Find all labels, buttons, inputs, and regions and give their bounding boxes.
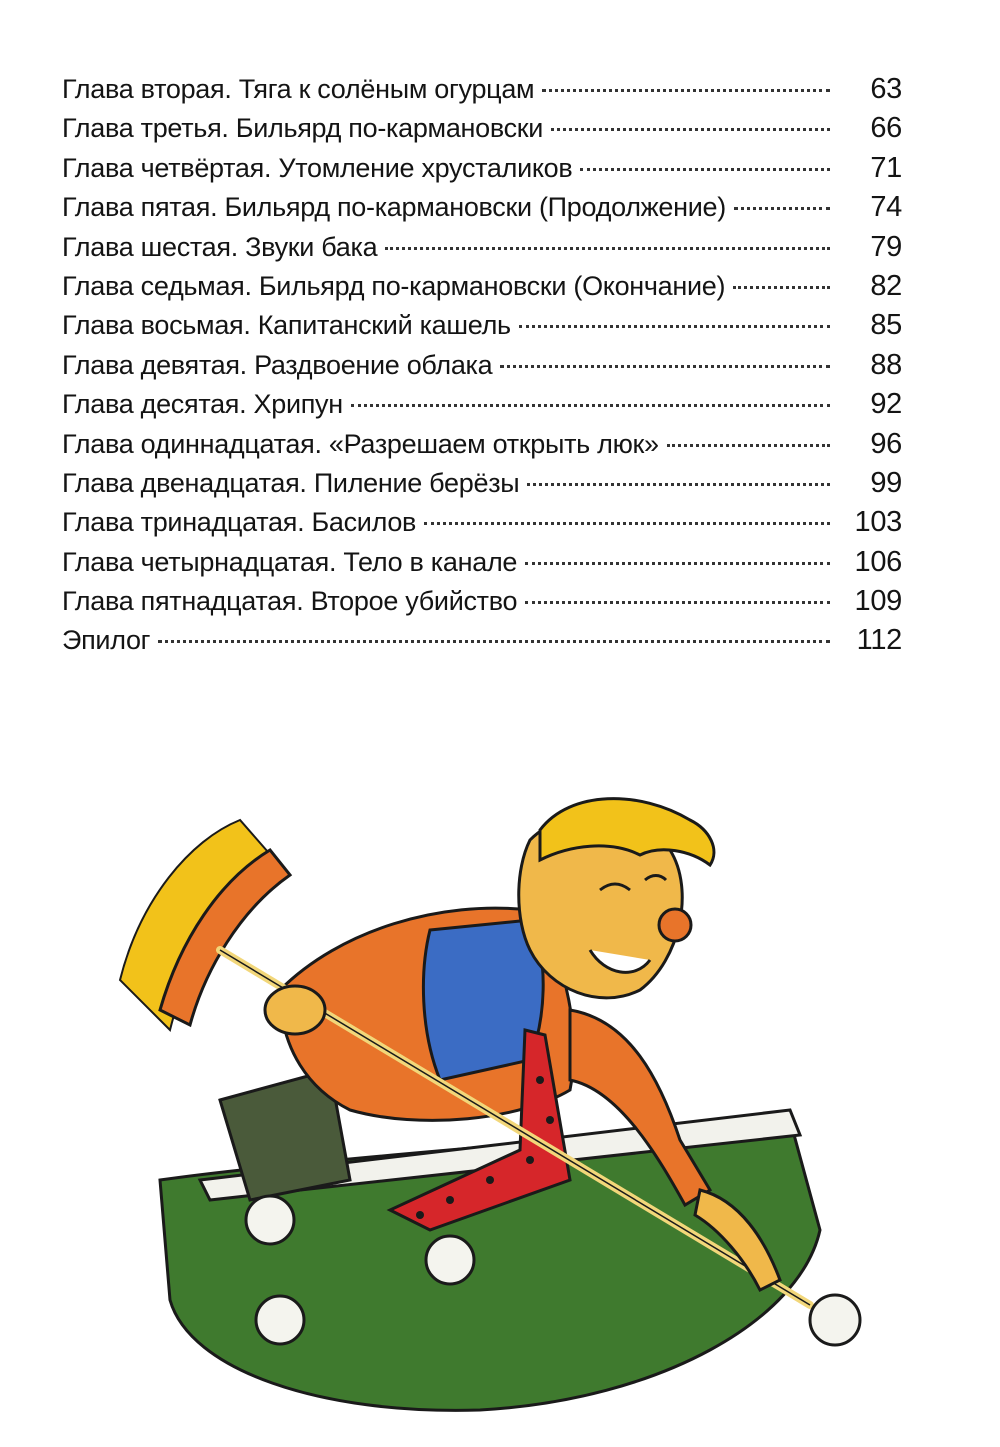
toc-entry[interactable] (62, 464, 902, 503)
toc-entry-page: 82 (870, 269, 902, 302)
dot-leader (525, 601, 830, 604)
dot-leader (500, 365, 830, 368)
billiard-ball (810, 1295, 860, 1345)
toc-entry-page: 88 (870, 348, 902, 381)
toc-entry-title: Глава вторая. Тяга к солёным огурцам (62, 74, 535, 104)
toc-entry-title: Глава пятая. Бильярд по-кармановски (Продолжение) (62, 192, 726, 223)
toc-entry-page: 92 (870, 388, 902, 421)
toc-entry[interactable] (62, 70, 902, 109)
dot-leader (527, 483, 830, 486)
toc-entry-title: Глава тринадцатая. Басилов (62, 507, 417, 538)
toc-entry-page: 74 (870, 191, 902, 224)
dot-leader (351, 404, 830, 407)
toc-entry-title: Глава шестая. Звуки бака (62, 231, 378, 262)
toc-entry-title: Глава седьмая. Бильярд по-кармановски (Окончание) (62, 270, 726, 301)
toc-entry-page: 71 (870, 151, 902, 184)
dot-leader (733, 286, 830, 289)
dot-leader (542, 89, 830, 92)
toc-entry[interactable] (62, 306, 902, 345)
billiards-player-illustration (100, 760, 900, 1420)
toc-entry-page: 106 (854, 545, 902, 578)
toc-entry-page: 103 (854, 506, 902, 539)
toc-entry[interactable] (62, 228, 902, 267)
toc-entry[interactable] (62, 267, 902, 306)
toc-entry-title: Глава двенадцатая. Пиление берёзы (62, 467, 520, 498)
billiard-ball (246, 1196, 294, 1244)
toc-entry-title: Эпилог (62, 625, 151, 656)
dot-leader (424, 522, 830, 525)
dot-leader (734, 207, 830, 210)
dot-leader (519, 325, 830, 328)
toc-entry[interactable] (62, 188, 902, 227)
dot-leader (525, 562, 830, 565)
billiard-ball (426, 1236, 474, 1284)
toc-entry-title: Глава одиннадцатая. «Разрешаем открыть люк» (62, 428, 659, 459)
toc-entry-title: Глава четвёртая. Утомление хрусталиков (62, 152, 573, 183)
toc-entry-title: Глава девятая. Раздвоение облака (62, 349, 493, 380)
toc-entry-title: Глава четырнадцатая. Тело в канале (62, 546, 518, 577)
dot-leader (385, 247, 830, 250)
nose (659, 909, 691, 941)
toc-entry-page: 99 (870, 466, 902, 499)
toc-entry[interactable] (62, 109, 902, 148)
toc-entry[interactable] (62, 621, 902, 660)
toc-entry-page: 63 (870, 73, 902, 105)
toc-entry[interactable] (62, 582, 902, 621)
table-of-contents (62, 70, 902, 661)
toc-entry[interactable] (62, 503, 902, 542)
toc-entry-page: 96 (870, 427, 902, 460)
toc-entry[interactable] (62, 425, 902, 464)
toc-entry[interactable] (62, 543, 902, 582)
dot-leader (667, 444, 830, 447)
toc-entry[interactable] (62, 385, 902, 424)
left-hand (265, 986, 325, 1034)
toc-entry-title: Глава пятнадцатая. Второе убийство (62, 586, 518, 617)
dot-leader (158, 640, 830, 643)
dot-leader (580, 168, 830, 171)
toc-entry-page: 109 (854, 585, 902, 618)
toc-entry-page: 79 (870, 230, 902, 263)
billiard-ball (256, 1296, 304, 1344)
toc-entry-page: 112 (856, 624, 902, 657)
toc-entry-title: Глава восьмая. Капитанский кашель (62, 310, 511, 341)
toc-entry[interactable] (62, 149, 902, 188)
toc-entry[interactable] (62, 346, 902, 385)
toc-entry-title: Глава десятая. Хрипун (62, 389, 343, 420)
toc-entry-page: 66 (870, 112, 902, 145)
dot-leader (551, 128, 830, 131)
toc-entry-title: Глава третья. Бильярд по-кармановски (62, 113, 544, 144)
toc-entry-page: 85 (870, 309, 902, 342)
